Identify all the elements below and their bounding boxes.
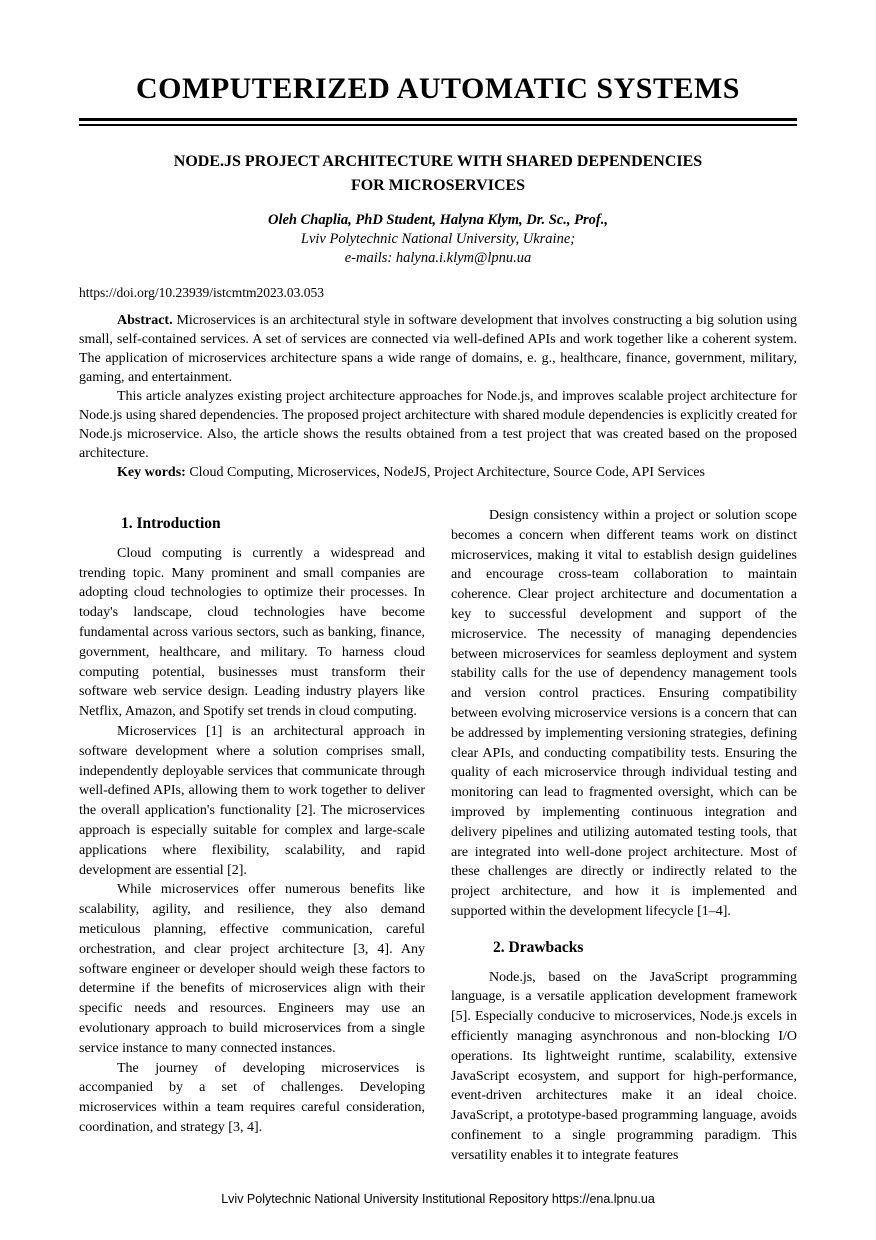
two-column-body [79,506,797,1166]
header-double-rule [79,118,797,126]
article-title-line1: NODE.JS PROJECT ARCHITECTURE WITH SHARED DEPENDENCIES [173,153,703,170]
abstract-paragraph-2: This article analyzes existing project architecture approaches for Node.js, and improves scalable project architecture for Node.js using shared dependencies. The proposed project architecture with shared module dependencies is explicitly created for Node.js microservice. Also, the article shows the results obtained from a test project that was created based on the proposed architecture. [79,389,797,461]
intro-paragraph-4: The journey of developing microservices is accompanied by a set of challenges. Developing microservices within a team requires careful consideration, coordination, and strategy [3, 4]. [79,1060,425,1135]
abstract-block [79,311,797,482]
doi-link: https://doi.org/10.23939/istcmtm2023.03.053 [79,285,325,300]
left-column [79,506,425,1166]
intro-paragraph-1: Cloud computing is currently a widespread and trending topic. Many prominent and small companies are adopting cloud technologies to optimize their processes. In today's landscape, cloud technologies have become fundamental across various sectors, such as banking, finance, government, healthcare, and military. To harness cloud computing potential, businesses must transform their software web service design. Leading industry players like Netflix, Amazon, and Spotify set trends in cloud computing. [79,545,425,720]
keywords-text: Cloud Computing, Microservices, NodeJS, Project Architecture, Source Code, API Services [189,465,705,480]
intro-paragraph-2: Microservices [1] is an architectural approach in software development where a solution comprises small, independently deployable services that communicate through well-defined APIs, allowing them to work together to deliver the overall application's functionality [2]. The microservices approach is especially suitable for complex and large-scale applications where flexibility, scalability, and rapid development are essential [2]. [79,723,425,878]
keywords-label: Key words: [117,465,186,480]
abstract-paragraph-1 [79,311,797,387]
intro-paragraph-3: While microservices offer numerous benefits like scalability, agility, and resilience, they also demand meticulous planning, effective communication, careful orchestration, and clear project architecture [3, 4]. Any software engineer or developer should weigh these factors to determine if the benefits of microservices align with their specific needs and resources. Engineers may use an evolutionary approach to build microservices from a single service instance to many connected instances. [79,882,425,1056]
abstract-text-1: Microservices is an architectural style in software development that involves constructing a big solution using small, self-contained services. A set of services are connected via well-defined APIs and work together like a coherent system. The application of microservices architecture spans a wide range of domains, e. g., healthcare, finance, government, military, gaming, and entertainment. [79,313,797,385]
journal-title: COMPUTERIZED AUTOMATIC SYSTEMS [136,72,740,105]
keywords-line [79,463,797,482]
intro-continuation-paragraph: Design consistency within a project or solution scope becomes a concern when different teams work on distinct microservices, making it vital to establish design guidelines and encourage cross-team collaboration to maintain coherence. Clear project architecture and documentation a key to successful development and support of the microservice. The necessity of managing dependencies between microservices for seamless deployment and system stability calls for the use of dependency management tools and version control practices. Ensuring compatibility between evolving microservice versions is a concern that can be addressed by implementing versioning strategies, defining clear APIs, and conducting compatibility tests. Ensuring the quality of each microservice through individual testing and monitoring can lead to fragmented oversight, which can be improved by implementing continuous integration and delivery pipelines and utilizing automated testing tools, that are integrated into well-done project architecture. Most of these challenges are directly or indirectly related to the project architecture, and how it is implemented and supported within the development lifecycle [1–4]. [451,508,797,919]
section-heading-introduction: 1. Introduction [121,515,221,532]
repository-footer: Lviv Polytechnic National University Institutional Repository https://ena.lpnu.ua [221,1192,655,1206]
drawbacks-paragraph: Node.js, based on the JavaScript programming language, is a versatile application development framework [5]. Especially conducive to microservices, Node.js excels in efficiently managing asynchronous and non-blocking I/O operations. Its lightweight runtime, scalability, extensive JavaScript ecosystem, and support for high-performance, event-driven architectures make it an ideal choice. JavaScript, a prototype-based programming language, avoids confinement to a single programming paradigm. This versatility enables it to integrate features [451,969,797,1163]
authors-line: Oleh Chaplia, PhD Student, Halyna Klym, Dr. Sc., Prof., [268,212,608,228]
abstract-label: Abstract. [117,313,173,328]
right-column [451,506,797,1166]
emails-line: e-mails: halyna.i.klym@lpnu.ua [344,250,532,266]
affiliation-line: Lviv Polytechnic National University, Ukraine; [300,231,576,247]
section-heading-drawbacks: 2. Drawbacks [493,938,584,956]
authors-block [79,211,797,268]
article-title [79,150,797,198]
article-title-line2: FOR MICROSERVICES [350,177,526,194]
